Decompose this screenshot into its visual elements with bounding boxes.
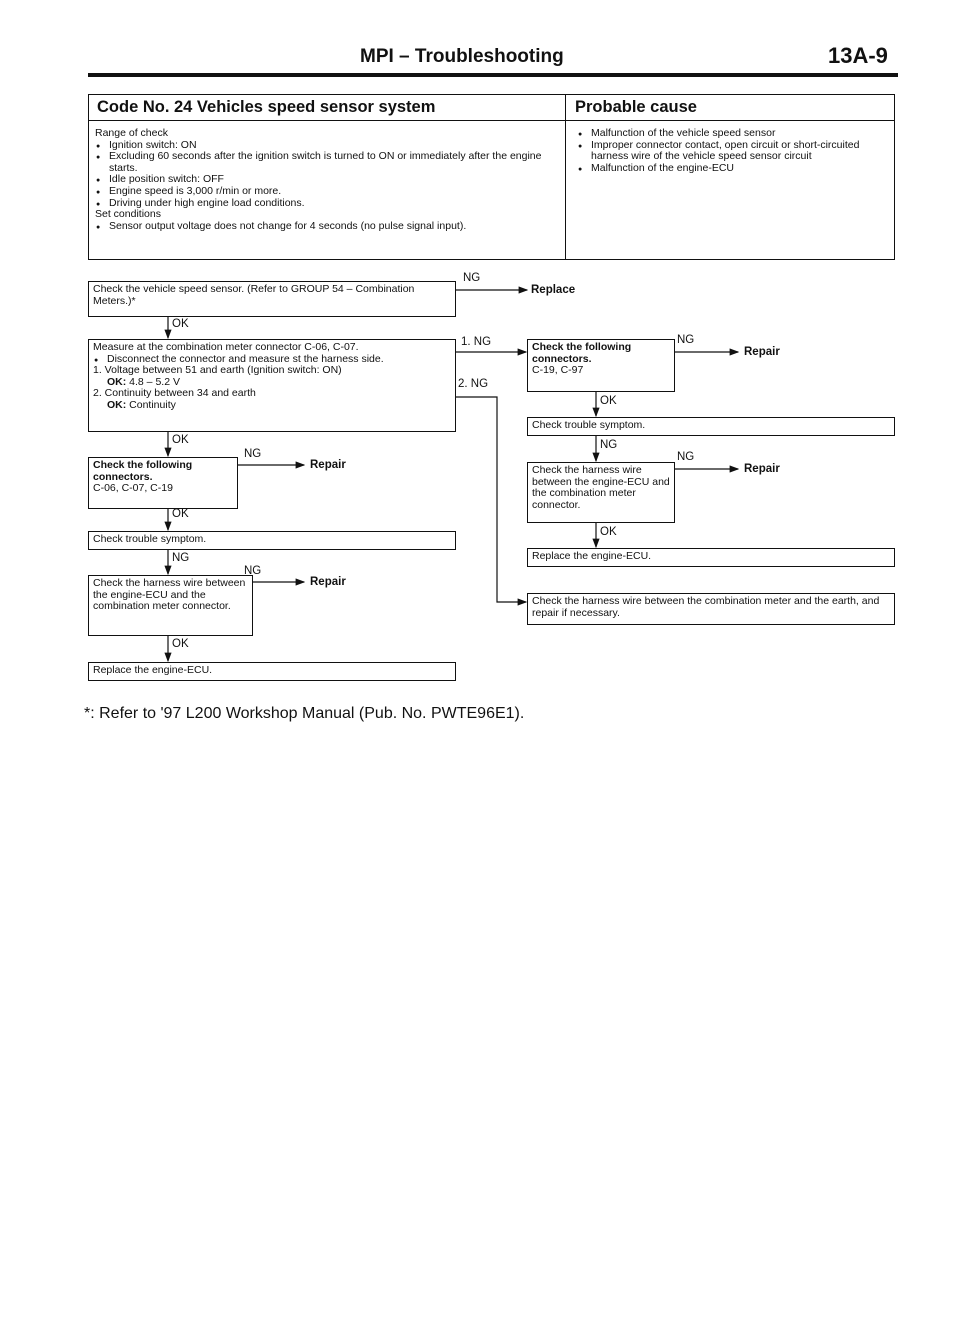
- range-of-check-label: Range of check: [95, 127, 168, 139]
- repair-action: Repair: [310, 576, 346, 588]
- cause-item: ● Malfunction of the vehicle speed sensor: [577, 128, 889, 140]
- set-item: ● Sensor output voltage does not change for 4 seconds (no pulse signal input).: [95, 221, 561, 233]
- code-header: Code No. 24 Vehicles speed sensor system: [97, 98, 436, 116]
- ok-condition-label: OK:: [107, 398, 127, 411]
- measure-item: 1. Voltage between 51 and earth (Ignition switch: ON): [93, 364, 342, 377]
- ok-condition-label: OK:: [107, 375, 127, 388]
- cause-item: ● Malfunction of the engine-ECU: [577, 163, 889, 175]
- ok-label: OK: [172, 434, 189, 446]
- footnote: *: Refer to '97 L200 Workshop Manual (Pub. No. PWTE96E1).: [84, 705, 525, 722]
- ok-label: OK: [172, 318, 189, 330]
- connector-ids: C-19, C-97: [532, 364, 584, 377]
- check-harness-box-left: Check the harness wire between the engine-ECU and the combination meter connector.: [88, 575, 253, 636]
- check-connectors-title: Check the following connectors.: [93, 459, 193, 483]
- measure-title: Measure at the combination meter connector C-06, C-07.: [93, 341, 359, 353]
- check-harness-box-right: Check the harness wire between the engine-ECU and the combination meter connector.: [527, 462, 675, 523]
- repair-action: Repair: [744, 346, 780, 358]
- ok-condition-value: 4.8 – 5.2 V: [129, 375, 180, 388]
- replace-action: Replace: [531, 284, 576, 296]
- ng-label: 2. NG: [458, 378, 489, 390]
- measure-bullets: [93, 354, 451, 366]
- page-title: MPI – Troubleshooting: [360, 46, 564, 67]
- probable-cause-header: Probable cause: [575, 98, 697, 116]
- check-trouble-symptom-box-left: Check trouble symptom.: [88, 531, 456, 550]
- check-earth-harness-box: Check the harness wire between the combination meter and the earth, and repair if necessary.: [527, 593, 895, 625]
- ng-arrow: [455, 397, 526, 602]
- ok-condition-value: Continuity: [129, 398, 176, 411]
- ng-label: NG: [600, 439, 618, 451]
- set-conditions-label: Set conditions: [95, 208, 161, 221]
- check-connectors-box-right: [527, 339, 675, 392]
- ng-label: NG: [244, 565, 262, 577]
- ok-label: OK: [172, 638, 189, 650]
- ng-label: NG: [677, 334, 695, 346]
- ok-label: OK: [600, 395, 617, 407]
- page-number: 13A-9: [828, 43, 888, 68]
- range-item: ● Engine speed is 3,000 r/min or more.: [95, 186, 561, 198]
- check-connectors-box-left: [88, 457, 238, 509]
- ok-condition: [93, 400, 451, 412]
- cause-item: ● Improper connector contact, open circuit or short-circuited harness wire of the vehicle speed sensor circuit: [577, 140, 889, 163]
- connector-ids: C-06, C-07, C-19: [93, 482, 173, 495]
- range-item: ● Excluding 60 seconds after the ignition switch is turned to ON or immediately after the engine starts.: [95, 151, 561, 174]
- repair-action: Repair: [310, 459, 346, 471]
- ng-label: NG: [244, 448, 262, 460]
- measure-bullet: ● Disconnect the connector and measure st the harness side.: [93, 354, 451, 366]
- check-trouble-symptom-box-right: Check trouble symptom.: [527, 417, 895, 436]
- measure-connector-box: [88, 339, 456, 432]
- ok-label: OK: [172, 508, 189, 520]
- ok-label: OK: [600, 526, 617, 538]
- check-connectors-title: Check the following connectors.: [532, 341, 632, 365]
- ng-label: NG: [677, 451, 695, 463]
- range-item: ● Idle position switch: OFF: [95, 174, 561, 186]
- range-item: ● Driving under high engine load conditions.: [95, 198, 561, 210]
- range-item: ● Ignition switch: ON: [95, 140, 561, 152]
- replace-ecu-box-right: Replace the engine-ECU.: [527, 548, 895, 567]
- replace-ecu-box-left: Replace the engine-ECU.: [88, 662, 456, 681]
- ng-label: 1. NG: [461, 336, 492, 348]
- measure-item: 2. Continuity between 34 and earth: [93, 387, 256, 400]
- ng-label: NG: [172, 552, 190, 564]
- check-vehicle-speed-sensor-box: Check the vehicle speed sensor. (Refer to GROUP 54 – Combination Meters.)*: [88, 281, 456, 317]
- repair-action: Repair: [744, 463, 780, 475]
- ng-label: NG: [463, 272, 481, 284]
